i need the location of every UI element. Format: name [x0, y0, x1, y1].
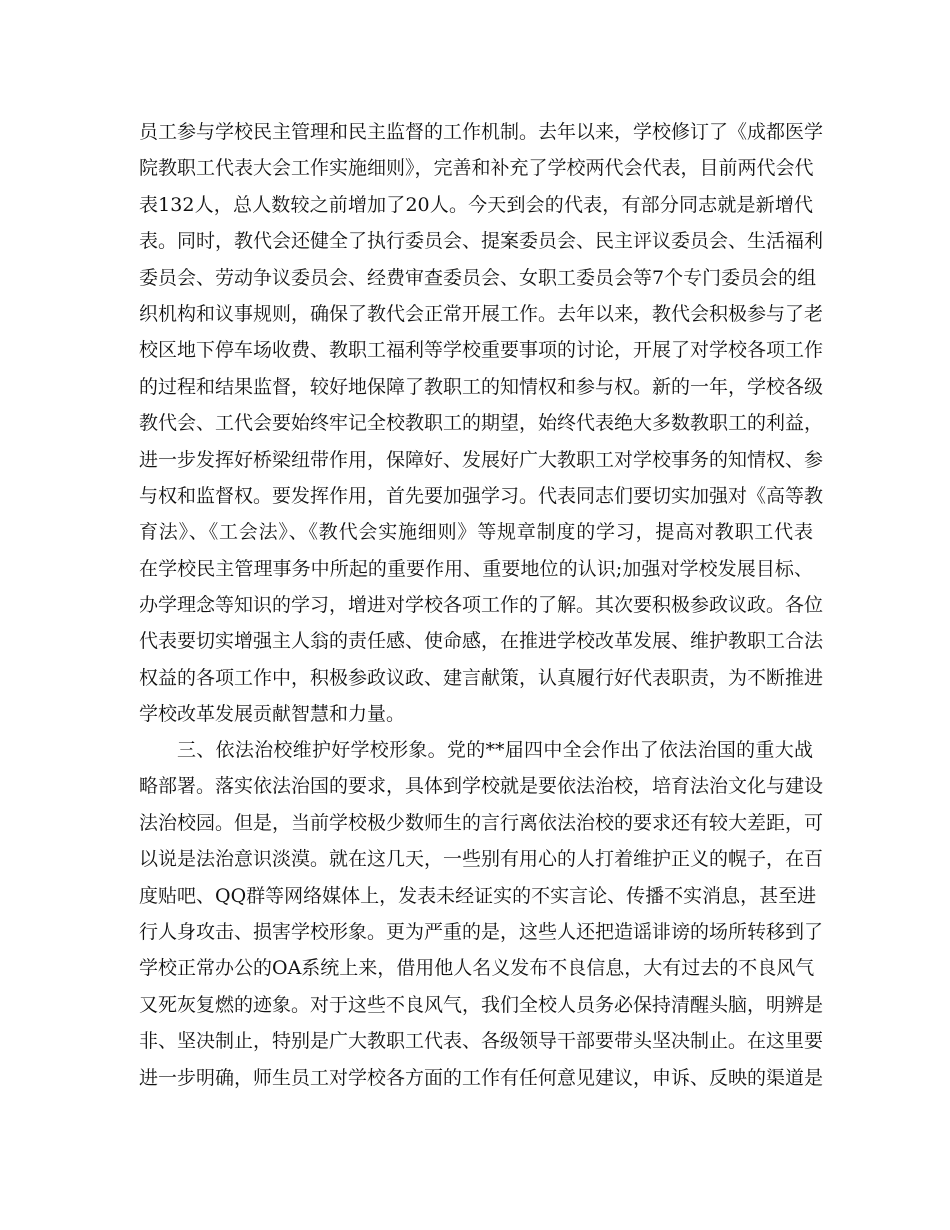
- text-line: 院教职工代表大会工作实施细则》，完善和补充了学校两代会代表，目前两代会代: [139, 157, 814, 180]
- text-line: 校区地下停车场收费、教职工福利等学校重要事项的讨论，开展了对学校各项工作: [139, 339, 824, 362]
- text-line: 度贴吧、QQ群等网络媒体上，发表未经证实的不实言论、传播不实消息，甚至进: [139, 884, 817, 907]
- text-line: 教代会、工代会要始终牢记全校教职工的期望，始终代表绝大多数教职工的利益，: [139, 412, 824, 435]
- text-line: 与权和监督权。要发挥作用，首先要加强学习。代表同志们要切实加强对《高等教: [139, 484, 824, 507]
- text-line: 学校改革发展贡献智慧和力量。: [139, 703, 406, 726]
- text-line: 办学理念等知识的学习，增进对学校各项工作的了解。其次要积极参政议政。各位: [139, 594, 824, 617]
- text-line: 又死灰复燃的迹象。对于这些不良风气，我们全校人员务必保持清醒头脑，明辨是: [139, 993, 824, 1016]
- text-line: 略部署。落实依法治国的要求，具体到学校就是要依法治校，培育法治文化与建设: [139, 775, 824, 798]
- text-line: 委员会、劳动争议委员会、经费审查委员会、女职工委员会等7个专门委员会的组: [139, 266, 817, 289]
- text-line: 以说是法治意识淡漠。就在这几天，一些别有用心的人打着维护正义的幌子，在百: [139, 848, 824, 871]
- text-line: 进一步明确，师生员工对学校各方面的工作有任何意见建议，申诉、反映的渠道是: [139, 1066, 824, 1089]
- text-line: 行人身攻击、损害学校形象。更为严重的是，这些人还把造谣诽谤的场所转移到了: [139, 920, 824, 943]
- text-line: 权益的各项工作中，积极参政议政、建言献策，认真履行好代表职责，为不断推进: [139, 666, 824, 689]
- paragraph-2: [139, 732, 824, 1096]
- paragraph-1: [139, 114, 824, 733]
- text-line: 非、坚决制止，特别是广大教职工代表、各级领导干部要带头坚决制止。在这里要: [139, 1030, 824, 1053]
- text-line: 在学校民主管理事务中所起的重要作用、重要地位的认识;加强对学校发展目标、: [139, 557, 813, 580]
- text-line: 代表要切实增强主人翁的责任感、使命感，在推进学校改革发展、维护教职工合法: [139, 630, 824, 653]
- text-line: 表132人，总人数较之前增加了20人。今天到会的代表，有部分同志就是新增代: [139, 193, 813, 216]
- text-line: 育法》、《工会法》、《教代会实施细则》等规章制度的学习，提高对教职工代表: [139, 521, 813, 544]
- text-line: 员工参与学校民主管理和民主监督的工作机制。去年以来，学校修订了《成都医学: [139, 121, 824, 143]
- text-line: 的过程和结果监督，较好地保障了教职工的知情权和参与权。新的一年，学校各级: [139, 375, 824, 398]
- text-line: 学校正常办公的OA系统上来，借用他人名义发布不良信息，大有过去的不良风气: [139, 957, 815, 980]
- text-line: 进一步发挥好桥梁纽带作用，保障好、发展好广大教职工对学校事务的知情权、参: [139, 448, 824, 471]
- text-line: 表。同时，教代会还健全了执行委员会、提案委员会、民主评议委员会、生活福利: [139, 230, 824, 253]
- text-line: 三、依法治校维护好学校形象。党的**届四中全会作出了依法治国的重大战: [177, 739, 813, 761]
- text-line: 法治校园。但是，当前学校极少数师生的言行离依法治校的要求还有较大差距，可: [139, 811, 824, 834]
- text-line: 织机构和议事规则，确保了教代会正常开展工作。去年以来，教代会积极参与了老: [139, 302, 824, 325]
